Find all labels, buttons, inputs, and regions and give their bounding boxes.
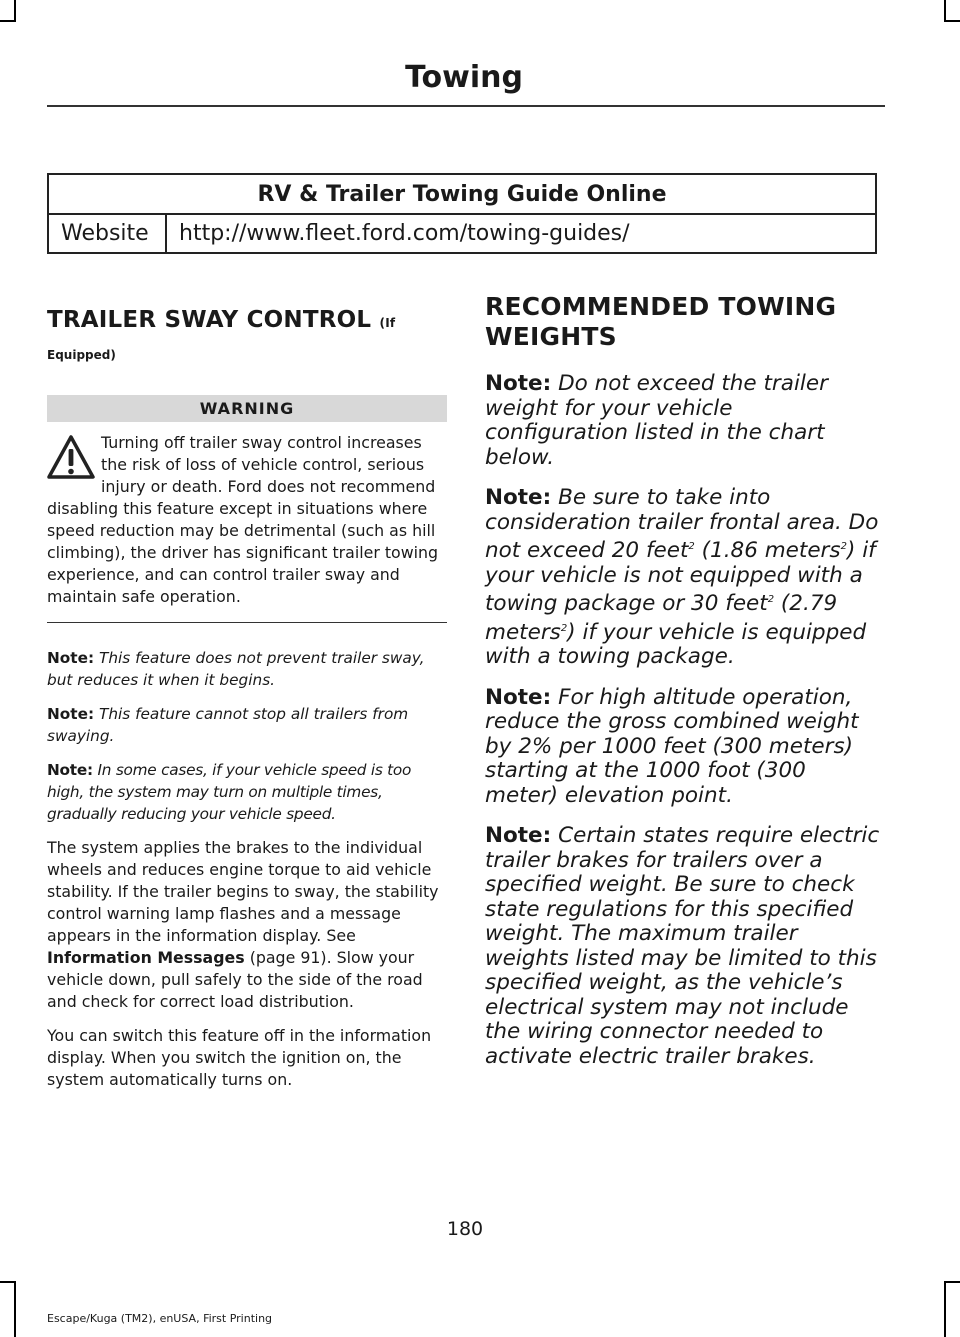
note-text: Do not exceed the trailer weight for your vehicle configuration listed in the chart below. (485, 371, 828, 470)
note-text: Be sure to take into consideration trailer frontal area. Do not exceed 20 feet (485, 485, 879, 564)
towing-guide-table (47, 173, 877, 254)
note-label: Note: (485, 823, 552, 849)
note (485, 486, 880, 670)
crop-mark (944, 1281, 960, 1283)
crop-mark (944, 1281, 946, 1337)
heading-text: TRAILER SWAY CONTROL (47, 307, 372, 333)
note-text: (1.86 meters (701, 538, 841, 564)
cross-reference-link[interactable]: Information Messages (47, 948, 245, 967)
crop-mark (0, 1281, 16, 1283)
crop-mark (14, 1281, 16, 1337)
warning-body (47, 422, 447, 623)
note-text: For high altitude operation, reduce the gross combined weight by 2% per 1000 feet (300 meters) starting at the 1000 foot (300 meter) elevation point. (485, 684, 859, 808)
note-label: Note: (485, 371, 552, 396)
note-text: This feature cannot stop all trailers from swaying. (47, 705, 409, 745)
note-text: ) if your vehicle is not equipped with a towing package or 30 feet (485, 538, 876, 617)
superscript: 2 (688, 541, 695, 552)
page-number: 180 (446, 1218, 484, 1240)
left-column (47, 305, 447, 1091)
edition-footer: Escape/Kuga (TM2), enUSA, First Printing (47, 1312, 273, 1325)
warning-label: WARNING (47, 395, 447, 422)
table-row (48, 214, 876, 253)
paragraph-text: (page 91). Slow your vehicle down, pull safely to the side of the road and check for correct load distribution. (47, 948, 423, 1011)
table-cell-url[interactable]: http://www.fleet.ford.com/towing-guides/ (166, 214, 876, 253)
heading-equipped: Equipped) (47, 348, 116, 362)
note-label: Note: (47, 761, 93, 779)
table-title: RV & Trailer Towing Guide Online (48, 174, 876, 214)
section-heading-towing-weights (485, 292, 880, 352)
note (47, 703, 447, 747)
crop-mark (944, 20, 960, 22)
note (485, 824, 880, 1069)
note-label: Note: (485, 684, 552, 710)
section-heading-trailer-sway (47, 305, 447, 338)
crop-mark (944, 0, 946, 20)
heading-suffix: (If (379, 316, 396, 330)
note-text: In some cases, if your vehicle speed is too high, the system may turn on multiple times, gradually reducing your vehicle speed. (47, 761, 412, 823)
warning-box (47, 395, 447, 623)
superscript: 2 (560, 622, 568, 634)
table-cell-label: Website (48, 214, 166, 253)
note-text: ) if your vehicle is equipped with a towing package. (485, 619, 867, 670)
right-column (485, 292, 880, 1069)
note (485, 372, 880, 470)
note (47, 759, 447, 825)
note-text: (2.79 meters (485, 591, 838, 645)
note-label: Note: (485, 485, 552, 510)
superscript: 2 (767, 594, 775, 606)
note (47, 647, 447, 691)
note (485, 686, 880, 809)
note-label: Note: (47, 649, 95, 667)
warning-text: Turning off trailer sway control increases the risk of loss of vehicle control, serious injury or death. Ford does not recommend disabling this feature except in situations where speed reduction may be detrimental (such as hill climbing), the driver has significant trailer towing experience, and can control trailer sway and maintain safe operation. (47, 433, 439, 606)
note-label: Note: (47, 705, 95, 723)
warning-triangle-icon (45, 432, 97, 484)
superscript: 2 (840, 541, 847, 552)
page-title: Towing (405, 60, 523, 95)
crop-mark (0, 20, 16, 22)
body-paragraph: You can switch this feature off in the information display. When you switch the ignition on, the system automatically turns on. (47, 1026, 432, 1089)
body-paragraph (47, 837, 447, 1013)
heading-line: WEIGHTS (485, 322, 617, 351)
paragraph-text: The system applies the brakes to the individual wheels and reduces engine torque to aid vehicle stability. If the trailer begins to sway, the stability control warning lamp flashes and a message appears in the information display. See (47, 838, 439, 945)
crop-mark (14, 0, 16, 20)
note-text: This feature does not prevent trailer sway, but reduces it when it begins. (47, 649, 425, 689)
header-divider (47, 105, 885, 107)
heading-line: RECOMMENDED TOWING (485, 292, 837, 321)
note-text: Certain states require electric trailer brakes for trailers over a specified weight. Be sure to check state regulations for this specified weight. The maximum trailer weights listed may be limited to this specified weight, as the vehicle’s electrical system may not include the wiring connector needed to activate electric trailer brakes. (485, 823, 880, 1069)
